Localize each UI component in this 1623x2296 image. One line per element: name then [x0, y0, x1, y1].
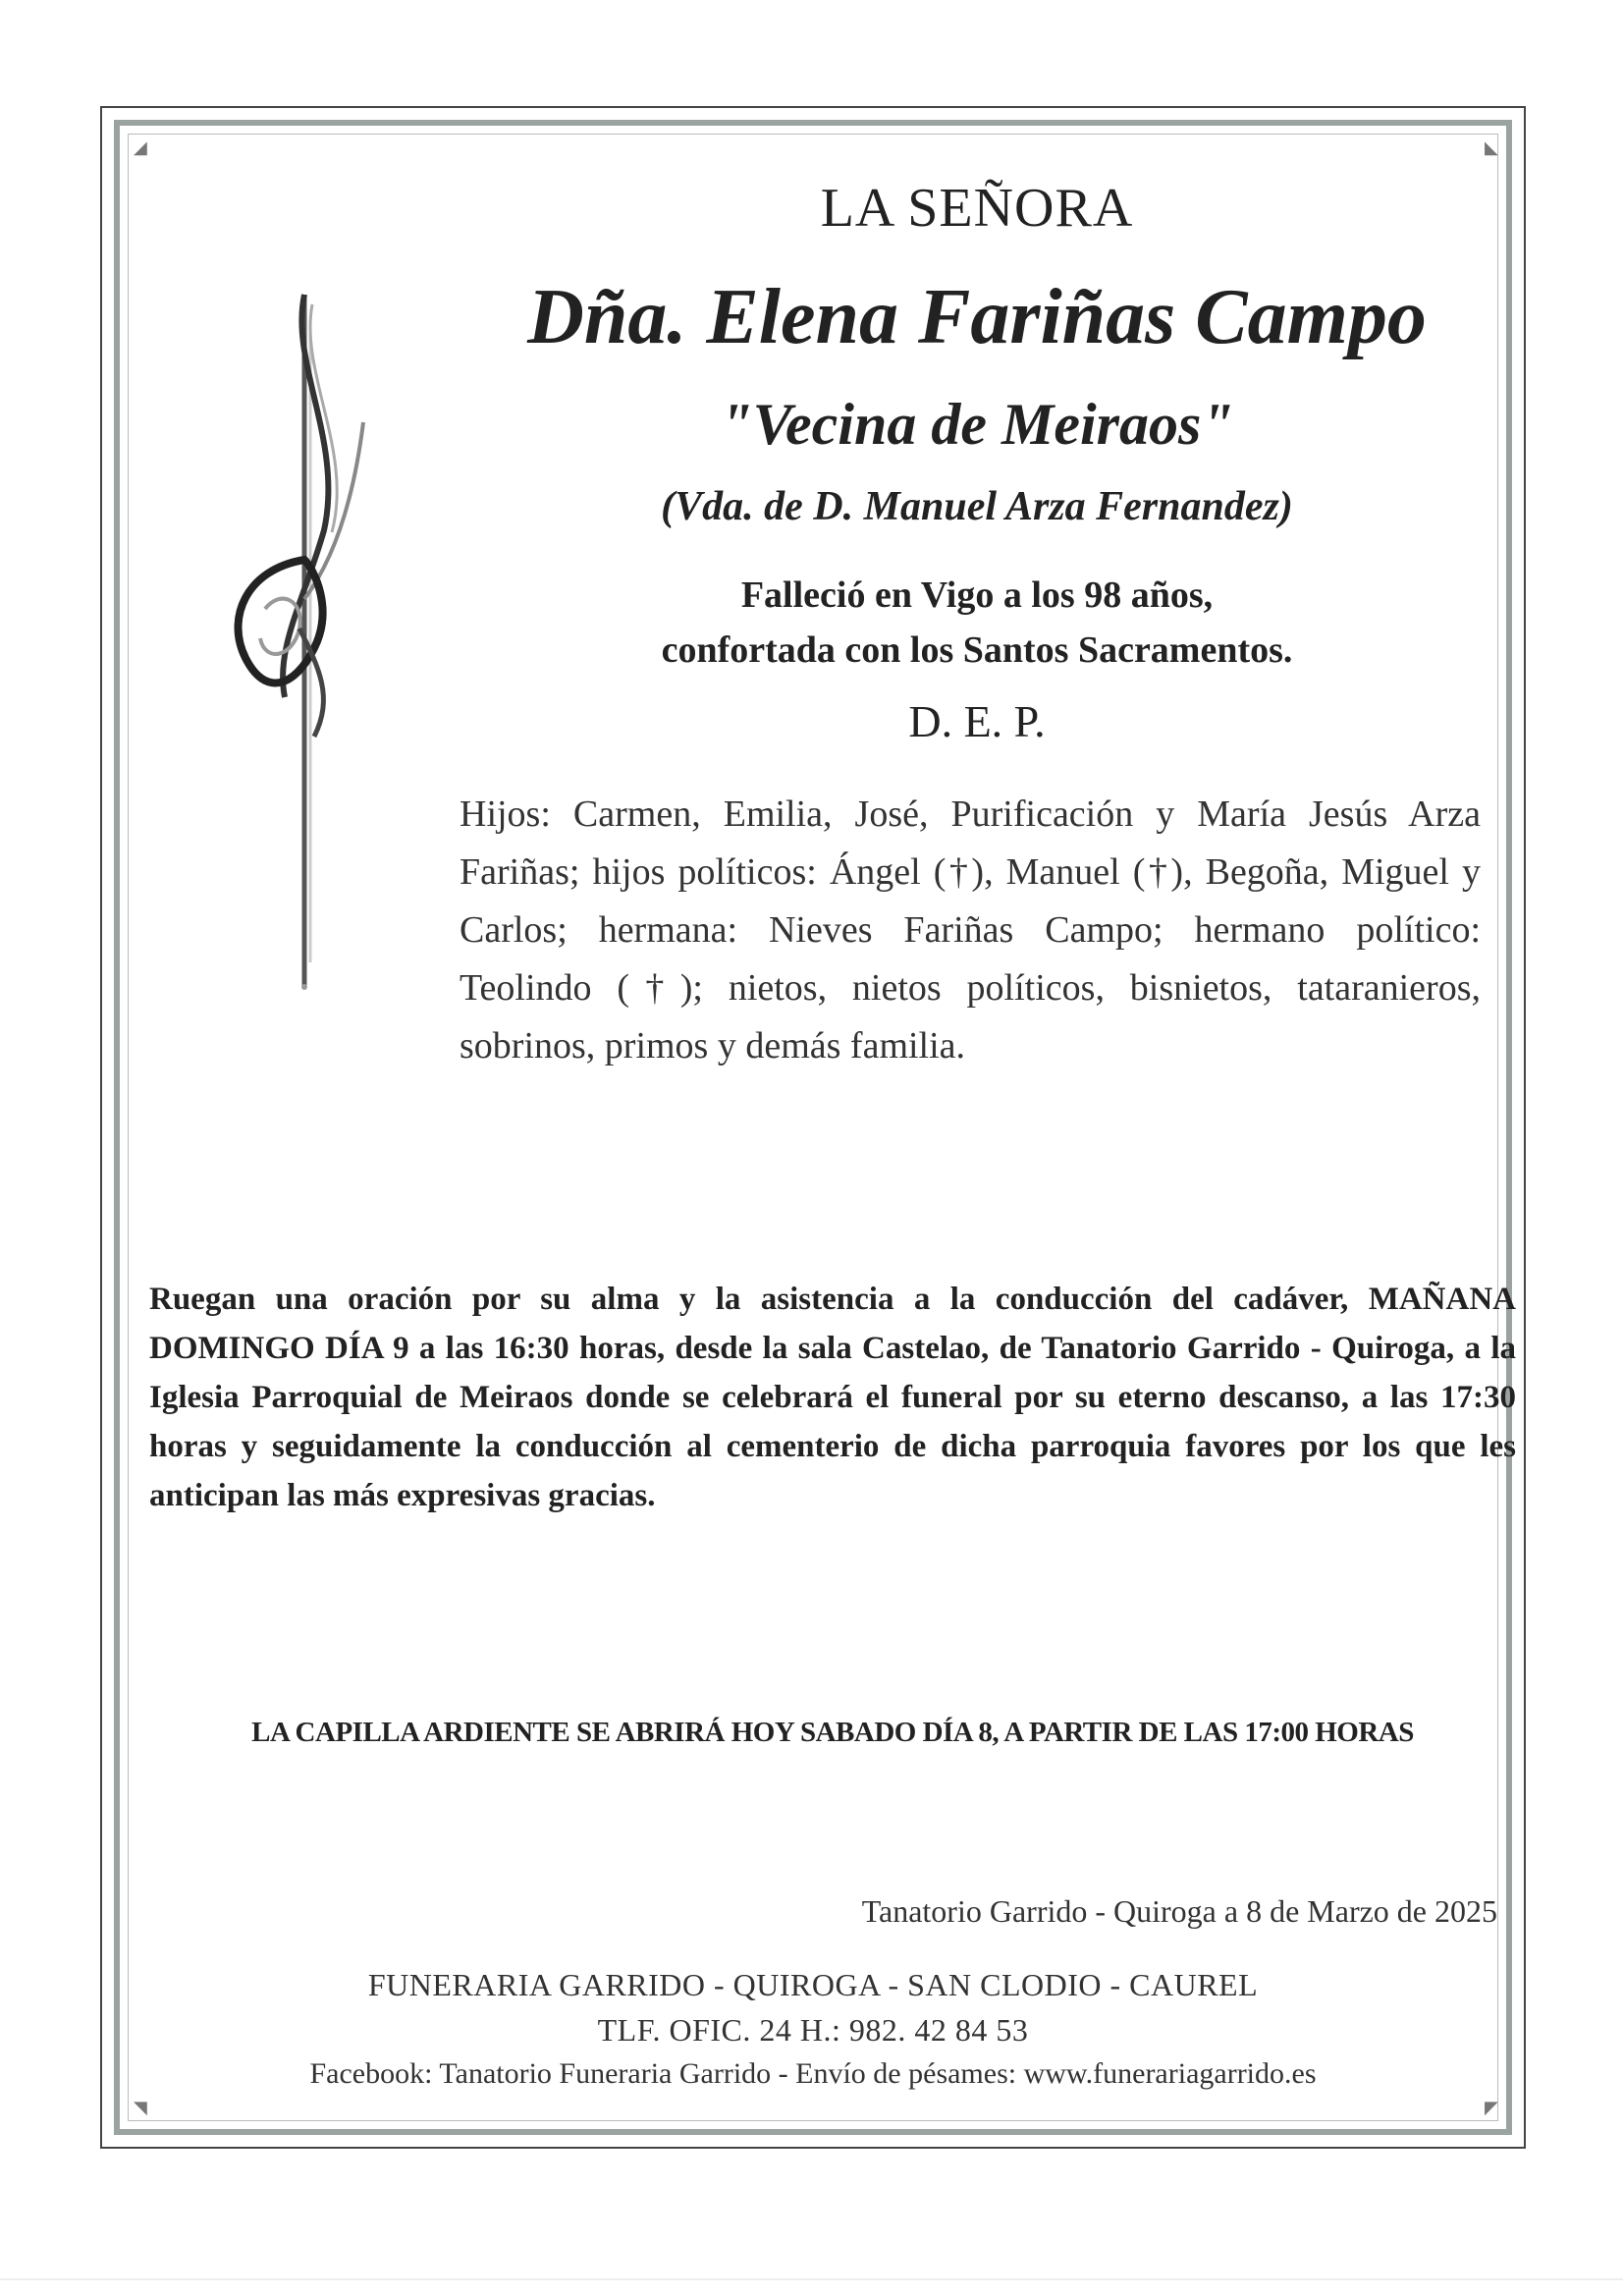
- corner-ornament-icon: ◤: [1485, 2098, 1498, 2117]
- deceased-name: Dña. Elena Fariñas Campo: [527, 274, 1427, 360]
- scan-edge: [0, 2278, 1623, 2280]
- death-details: [461, 568, 1492, 678]
- cross-ribbon-icon: [206, 275, 373, 1011]
- company-name: FUNERARIA GARRIDO - QUIROGA - SAN CLODIO - CAUREL: [367, 1967, 1259, 2002]
- corner-ornament-icon: ◣: [1485, 137, 1498, 157]
- corner-ornament-icon: ◢: [134, 137, 147, 157]
- corner-ornament-icon: ◥: [134, 2098, 147, 2117]
- death-line: Falleció en Vigo a los 98 años,: [740, 574, 1214, 616]
- place-date: Tanatorio Garrido - Quiroga a 8 de Marzo de 2025: [861, 1893, 1497, 1929]
- nickname: "Vecina de Meiraos": [720, 392, 1234, 457]
- chapel-notice: LA CAPILLA ARDIENTE SE ABRIRÁ HOY SABADO DÍA 8, A PARTIR DE LAS 17:00 HORAS: [251, 1717, 1414, 1748]
- death-line: confortada con los Santos Sacramentos.: [661, 629, 1293, 671]
- widow-of: (Vda. de D. Manuel Arza Fernandez): [661, 484, 1293, 529]
- dep: D. E. P.: [908, 696, 1046, 746]
- honorific-heading: LA SEÑORA: [820, 178, 1134, 239]
- family-list: Hijos: Carmen, Emilia, José, Purificación y María Jesús Arza Fariñas; hijos políticos: Ángel (†), Manuel (†), Begoña, Miguel y Carlos; hermana: Nieves Fariñas Campo; hermano político: Teolindo (†); nietos, nietos políticos, bisnietos, tataranieros, sobrinos, primos y demás familia.: [460, 793, 1481, 1066]
- funeral-details: Ruegan una oración por su alma y la asistencia a la conducción del cadáver, MAÑANA DOMINGO DÍA 9 a las 16:30 horas, desde la sala Castelao, de Tanatorio Garrido - Quiroga, a la Iglesia Parroquial de Meiraos donde se celebrará el funeral por su eterno descanso, a las 17:30 horas y seguidamente la conducción al cementerio de dicha parroquia favores por los que les anticipan las más expresivas gracias.: [149, 1282, 1516, 1513]
- phone: TLF. OFIC. 24 H.: 982. 42 84 53: [597, 2012, 1029, 2048]
- online-contact: Facebook: Tanatorio Funeraria Garrido - Envío de pésames: www.funerariagarrido.es: [309, 2057, 1317, 2090]
